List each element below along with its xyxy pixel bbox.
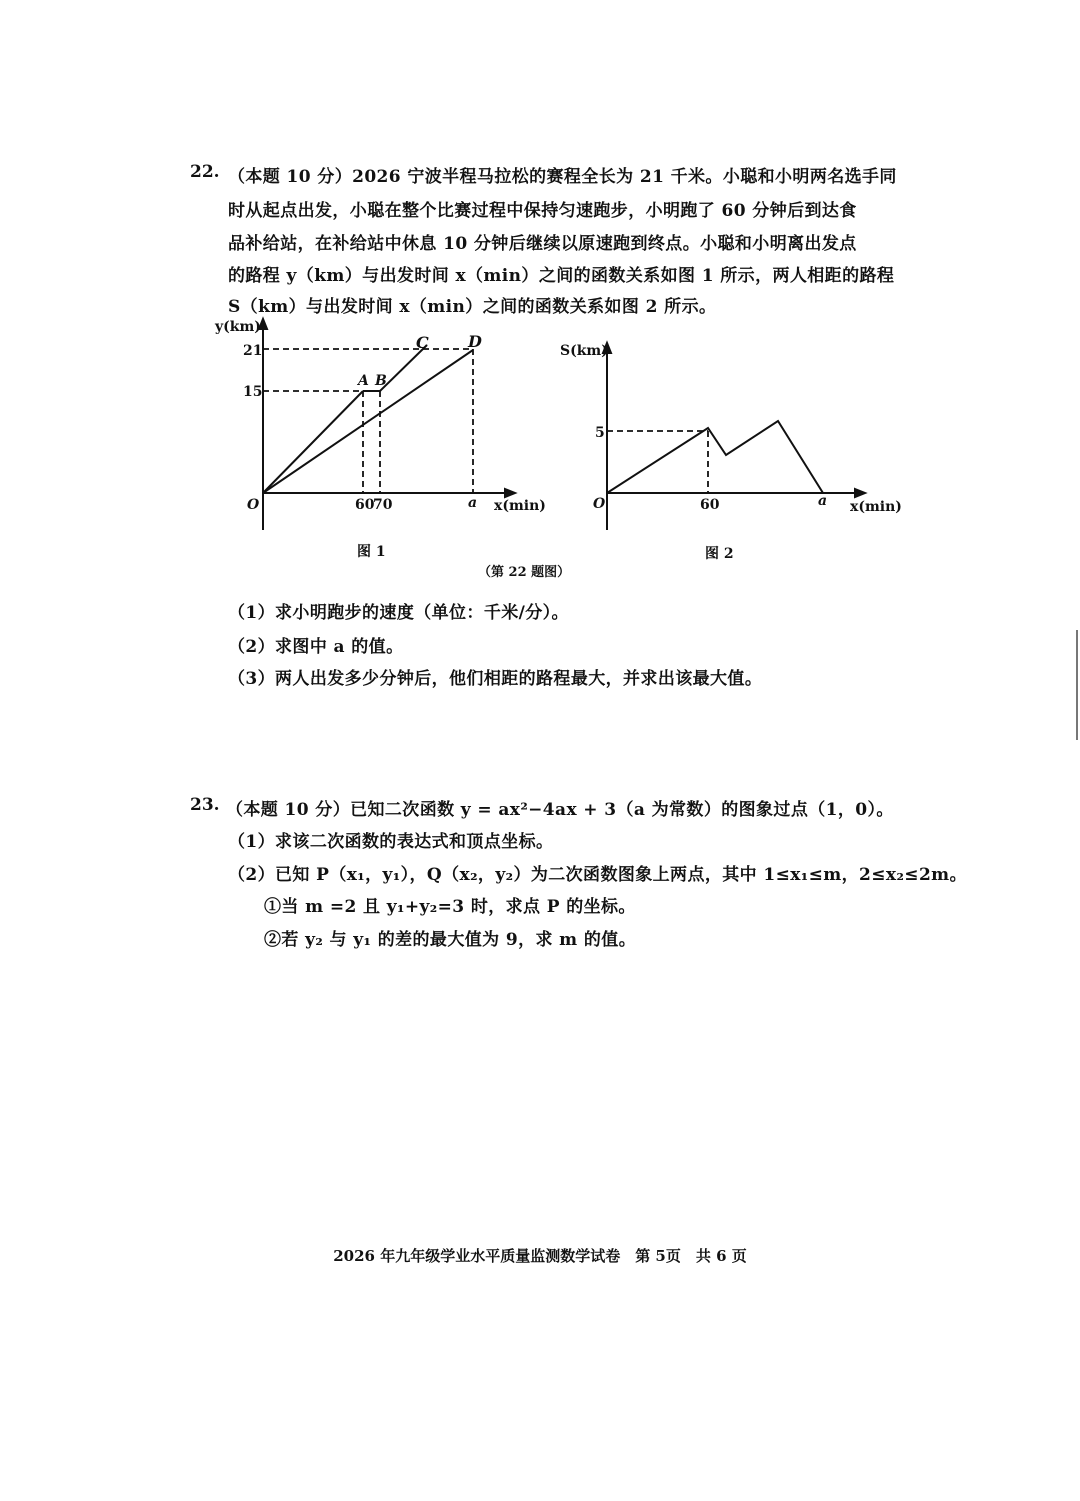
- question-23-number: 23.: [190, 795, 220, 815]
- fig1-origin: O: [247, 497, 260, 513]
- q22-part-1: （1）求小明跑步的速度（单位：千米/分）。: [228, 603, 569, 623]
- q22-text-line-4: 的路程 y（km）与出发时间 x（min）之间的函数关系如图 1 所示，两人相距的路程: [228, 266, 895, 286]
- fig1-point-B: B: [375, 373, 387, 389]
- fig1-y-label: y(km): [215, 319, 261, 335]
- fig2-caption: 图 2: [705, 546, 734, 562]
- fig1-point-D: D: [468, 332, 482, 351]
- fig2-tick-60: 60: [700, 497, 720, 513]
- q23-part-1: （1）求该二次函数的表达式和顶点坐标。: [228, 832, 554, 852]
- fig1-xiaocong-line: [263, 350, 473, 493]
- q22-part-2: （2）求图中 a 的值。: [228, 637, 404, 657]
- q22-text-line-2: 时从起点出发，小聪在整个比赛过程中保持匀速跑步，小明跑了 60 分钟后到达食: [228, 201, 857, 221]
- q22-text-line-3: 品补给站，在补给站中休息 10 分钟后继续以原速跑到终点。小聪和小明离出发点: [228, 234, 857, 254]
- q22-part-3: （3）两人出发多少分钟后，他们相距的路程最大，并求出该最大值。: [228, 669, 763, 689]
- q23-text-line-1: （本题 10 分）已知二次函数 y = ax²−4ax + 3（a 为常数）的图象过点（1，0）。: [226, 800, 894, 820]
- fig1-tick-70: 70: [373, 497, 393, 513]
- fig1-tick-15: 15: [243, 384, 263, 400]
- fig2-tick-5: 5: [595, 425, 605, 441]
- figure-1-graph: [205, 315, 550, 540]
- q22-text-line-5: S（km）与出发时间 x（min）之间的函数关系如图 2 所示。: [228, 297, 717, 317]
- fig2-x-label: x(min): [850, 499, 902, 515]
- scan-edge-mark: [1076, 630, 1078, 740]
- figure-caption-22: （第 22 题图）: [478, 565, 571, 580]
- fig1-xiaoming-seg1: [263, 391, 363, 493]
- question-22-number: 22.: [190, 162, 220, 182]
- fig2-tick-a: a: [818, 493, 828, 509]
- figure-2-graph: [555, 335, 905, 535]
- fig2-y-label: S(km): [560, 343, 608, 359]
- q23-part-2: （2）已知 P（x₁，y₁），Q（x₂，y₂）为二次函数图象上两点，其中 1≤x₁≤m，2≤x₂≤2m。: [228, 865, 967, 885]
- q22-text-line-1: （本题 10 分）2026 宁波半程马拉松的赛程全长为 21 千米。小聪和小明两名选手同: [228, 167, 897, 187]
- fig1-point-C: C: [416, 333, 429, 352]
- fig1-x-label: x(min): [494, 498, 546, 514]
- page-footer: 2026 年九年级学业水平质量监测数学试卷 第 5页 共 6 页: [333, 1247, 747, 1265]
- fig1-caption: 图 1: [357, 544, 386, 560]
- fig1-tick-a: a: [468, 495, 478, 511]
- q23-part-2-sub-1: ①当 m =2 且 y₁+y₂=3 时，求点 P 的坐标。: [264, 897, 636, 917]
- fig1-x-arrow: [505, 489, 515, 497]
- q23-part-2-sub-2: ②若 y₂ 与 y₁ 的差的最大值为 9，求 m 的值。: [264, 930, 637, 950]
- fig2-origin: O: [593, 496, 606, 512]
- fig1-tick-60: 60: [355, 497, 375, 513]
- fig1-point-A: A: [358, 373, 369, 389]
- fig2-x-arrow: [855, 489, 865, 497]
- fig1-tick-21: 21: [243, 343, 263, 359]
